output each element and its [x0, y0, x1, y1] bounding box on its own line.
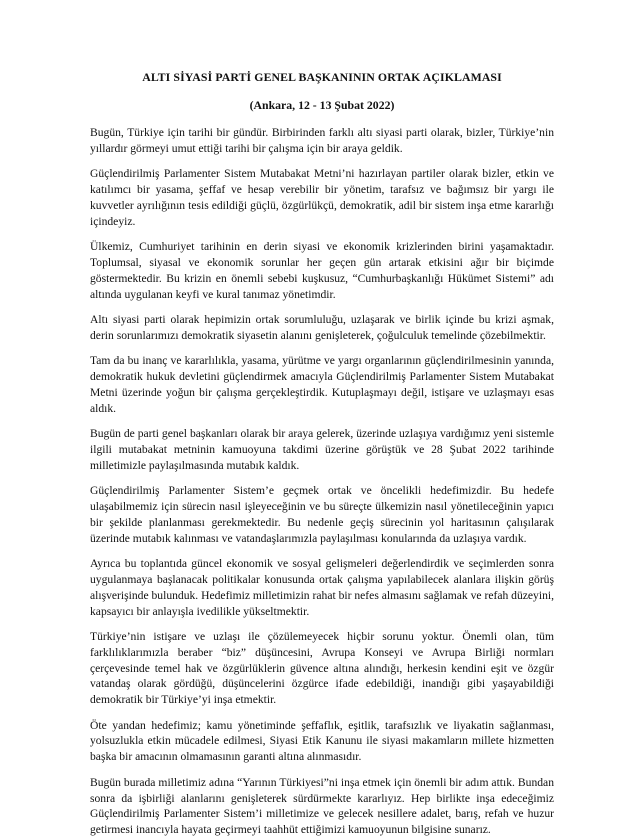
paragraph-11: Bugün burada milletimiz adına “Yarının Türkiyesi”ni inşa etmek için önemli bir adım attık. Bundan sonra da işbirliği alanlarını genişleterek sürdürmekte kararlıyız. Hep birlikte inşa edeceğimiz Güçlendirilmiş Parlamenter Sistem’i milletimize ve gelecek nesillere adalet, barış, refah ve huzur getirmesi inancıyla hayata geçirmeyi taahhüt ettiğimizi kamuoyunun bilgisine sunarız. — [90, 775, 554, 837]
paragraph-7: Güçlendirilmiş Parlamenter Sistem’e geçmek ortak ve öncelikli hedefimizdir. Bu hedefe ulaşabilmemiz için sürecin nasıl işleyeceğinin ve bu süreçte ülkemizin nasıl yönetileceğinin yapıcı bir şekilde planlanması gerekmektedir. Bu nedenle geçiş sürecinin yol haritasının çalışılarak üzerinde mutabık kalınması ve vatandaşlarımızla paylaşılması konularında da uzlaşıya vardık. — [90, 484, 554, 545]
paragraph-3: Ülkemiz, Cumhuriyet tarihinin en derin siyasi ve ekonomik krizlerinden birini yaşamaktadır. Toplumsal, siyasal ve ekonomik sorunlar her geçen gün artarak etkisini ağır bir biçimde göstermektedir. Bu krizin en önemli sebebi kuşkusuz, “Cumhurbaşkanlığı Hükümet Sistemi” adı altında uygulanan keyfi ve kural tanımaz yönetimdir. — [90, 240, 554, 301]
document-title: ALTI SİYASİ PARTİ GENEL BAŞKANININ ORTAK AÇIKLAMASI — [142, 70, 502, 84]
document-subtitle: (Ankara, 12 - 13 Şubat 2022) — [249, 98, 395, 112]
paragraph-8: Ayrıca bu toplantıda güncel ekonomik ve sosyal gelişmeleri değerlendirdik ve seçimlerden sonra uygulanmaya başlanacak politikalar konusunda ortak çalışma yapılabilecek alanlara ilişkin görüş alışverişinde bulunduk. Hedefimiz milletimizin rahat bir nefes almasını sağlamak ve refah düzeyini, kapsayıcı bir anlayışla ivedilikle yükseltmektir. — [90, 557, 554, 618]
paragraph-4: Altı siyasi parti olarak hepimizin ortak sorumluluğu, uzlaşarak ve birlik içinde bu krizi aşmak, derin sorunlarımızı demokratik siyasetin alanını genişleterek, çoğulculuk temelinde çözebilmektir. — [90, 313, 554, 342]
paragraph-1: Bugün, Türkiye için tarihi bir gündür. Birbirinden farklı altı siyasi parti olarak, bizler, Türkiye’nin yıllardır görmeyi umut ettiği tarihi bir çalışma için bir araya geldik. — [90, 126, 554, 155]
paragraph-9: Türkiye’nin istişare ve uzlaşı ile çözülemeyecek hiçbir sorunu yoktur. Önemli olan, tüm farklılıklarımızla beraber “biz” düşüncesini, Avrupa Konseyi ve Avrupa Birliği normları çerçevesinde temel hak ve özgürlüklerin güvence altına alındığı, herkesin kendini eşit ve özgür vatandaş olarak gördüğü, düşüncelerini özgürce ifade edebildiği, inandığı gibi yaşayabildiği demokratik bir Türkiye’yi inşa etmektir. — [90, 630, 554, 707]
paragraph-10: Öte yandan hedefimiz; kamu yönetiminde şeffaflık, eşitlik, tarafsızlık ve liyakatin sağlanması, yolsuzlukla etkin mücadele edilmesi, Siyasi Etik Kanunu ile siyasi makamların millete hizmetten başka bir amacının olmamasının garanti altına alınmasıdır. — [90, 718, 554, 764]
paragraph-2: Güçlendirilmiş Parlamenter Sistem Mutabakat Metni’ni hazırlayan partiler olarak bizler, etkin ve katılımcı bir yasama, şeffaf ve hesap verebilir bir yönetim, tarafsız ve bağımsız bir yargı ile kuvvetler ayrılığının tesis edildiği güçlü, özgürlükçü, demokratik, adil bir sistem inşa etme kararlığı içindeyiz. — [90, 167, 554, 228]
paragraph-5: Tam da bu inanç ve kararlılıkla, yasama, yürütme ve yargı organlarının güçlendirilmesinin yanında, demokratik hukuk devletini güçlendirmek amacıyla Güçlendirilmiş Parlamenter Sistem Mutabakat Metni üzerinde yoğun bir çalışma gerçekleştirdik. Kutuplaşmayı değil, istişare ve uzlaşmayı esas aldık. — [90, 354, 554, 415]
paragraph-6: Bugün de parti genel başkanları olarak bir araya gelerek, üzerinde uzlaşıya vardığımız yeni sistemle ilgili mutabakat metninin kamuoyuna takdimi üzerine görüştük ve 28 Şubat 2022 tarihinde milletimizle paylaşılmasında mutabık kaldık. — [90, 427, 554, 472]
